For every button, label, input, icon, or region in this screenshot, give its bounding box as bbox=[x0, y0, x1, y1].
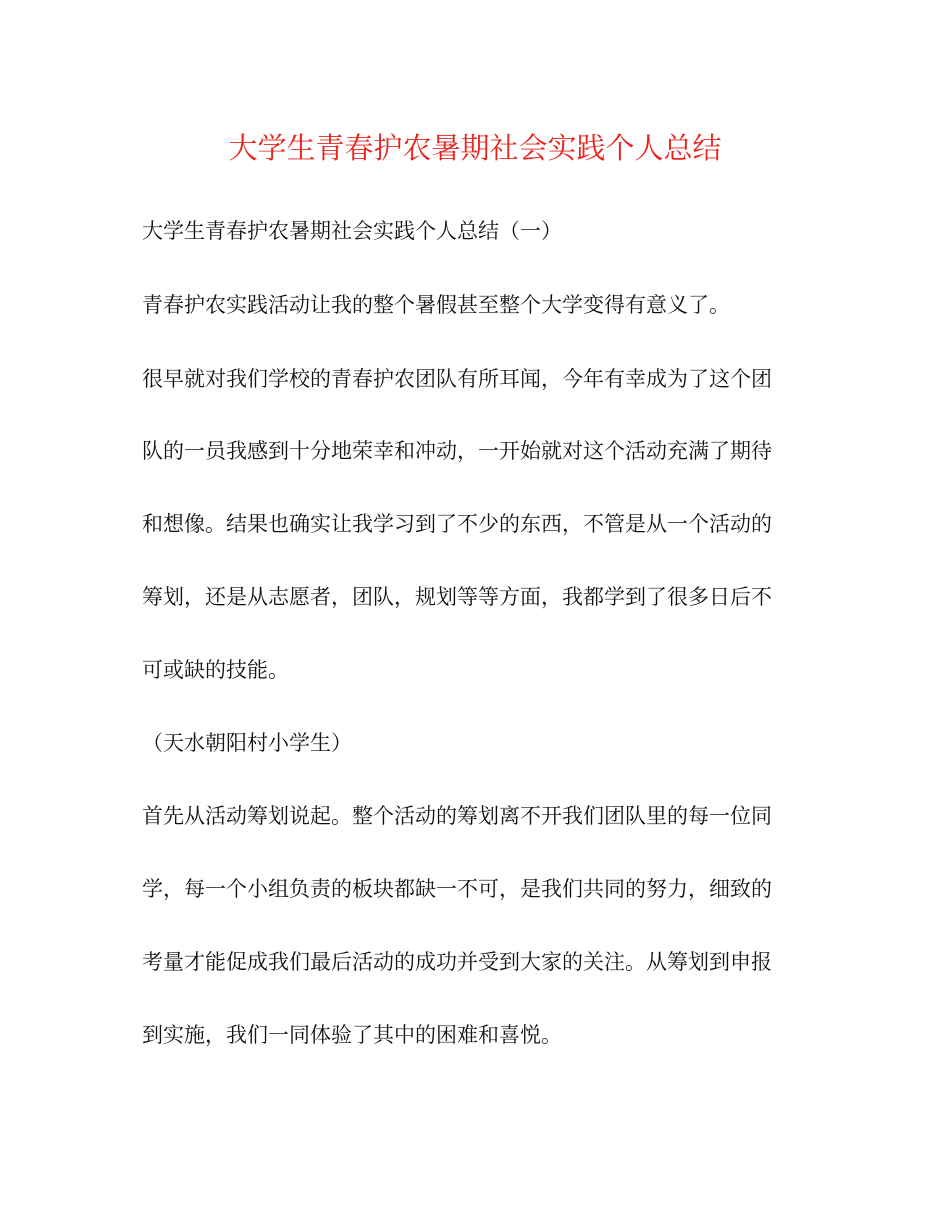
paragraph-line: 很早就对我们学校的青春护农团队有所耳闻，今年有幸成为了这个团 bbox=[142, 367, 772, 391]
section-heading: 大学生青春护农暑期社会实践个人总结（一） bbox=[142, 219, 562, 243]
document-title: 大学生青春护农暑期社会实践个人总结 bbox=[228, 131, 722, 165]
paragraph-line: 和想像。结果也确实让我学习到了不少的东西，不管是从一个活动的 bbox=[142, 512, 772, 536]
paragraph-line: 首先从活动筹划说起。整个活动的筹划离不开我们团队里的每一位同 bbox=[142, 804, 772, 828]
paragraph-line: 队的一员我感到十分地荣幸和冲动，一开始就对这个活动充满了期待 bbox=[142, 439, 772, 463]
image-caption: （天水朝阳村小学生） bbox=[142, 731, 352, 755]
paragraph-line: 考量才能促成我们最后活动的成功并受到大家的关注。从筹划到申报 bbox=[142, 950, 772, 974]
paragraph-line: 可或缺的技能。 bbox=[142, 658, 289, 682]
paragraph-line: 青春护农实践活动让我的整个暑假甚至整个大学变得有意义了。 bbox=[142, 293, 730, 317]
paragraph-line: 筹划，还是从志愿者，团队，规划等等方面，我都学到了很多日后不 bbox=[142, 585, 772, 609]
paragraph-line: 学，每一个小组负责的板块都缺一不可，是我们共同的努力，细致的 bbox=[142, 877, 772, 901]
paragraph-line: 到实施，我们一同体验了其中的困难和喜悦。 bbox=[142, 1023, 562, 1047]
